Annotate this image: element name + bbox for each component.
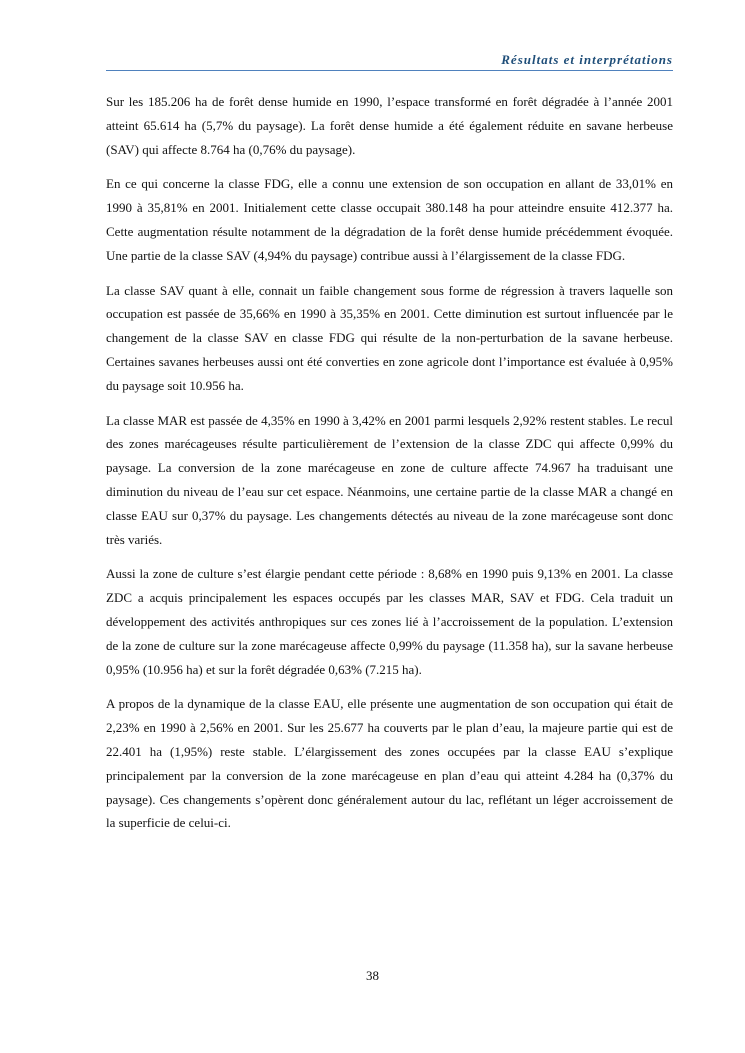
paragraph-6: A propos de la dynamique de la classe EAU, elle présente une augmentation de son occupation qui était de 2,23% en 1990 à 2,56% en 2001. Sur les 25.677 ha couverts par le plan d’eau, la majeure partie qui est de 22.401 ha (1,95%) reste stable. L’élargissement des zones occupées par la classe EAU s’explique principalement par la conversion de la zone marécageuse en plan d’eau qui atteint 4.284 ha (0,37% du paysage). Ces changements s’opèrent donc généralement autour du lac, reflétant un léger accroissement de la superficie de celui-ci. — [106, 696, 673, 831]
header-divider — [106, 70, 673, 71]
page-number: 38 — [366, 968, 379, 983]
body-text — [106, 90, 673, 846]
running-header-title: Résultats et interprétations — [501, 52, 673, 67]
paragraph-4: La classe MAR est passée de 4,35% en 1990 à 3,42% en 2001 parmi lesquels 2,92% restent stables. Le recul des zones marécageuses résulte particulièrement de l’extension de la classe ZDC qui affecte 0,99% du paysage. La conversion de la zone marécageuse en zone de culture affecte 74.967 ha traduisant une diminution du niveau de l’eau sur cet espace. Néanmoins, une certaine partie de la classe MAR a changé en classe EAU sur 0,37% du paysage. Les changements détectés au niveau de la zone marécageuse sont donc très variés. — [106, 412, 673, 547]
paragraph-3: La classe SAV quant à elle, connait un faible changement sous forme de régression à travers laquelle son occupation est passée de 35,66% en 1990 à 35,35% en 2001. Cette diminution est surtout influencée par le changement de la classe SAV en classe FDG qui résulte de la non-perturbation de la savane herbeuse. Certaines savanes herbeuses aussi ont été converties en zone agricole dont l’importance est évaluée à 0,95% du paysage soit 10.956 ha. — [106, 282, 673, 393]
paragraph-1: Sur les 185.206 ha de forêt dense humide en 1990, l’espace transformé en forêt dégradée à l’année 2001 atteint 65.614 ha (5,7% du paysage). La forêt dense humide a été également réduite en savane herbeuse (SAV) qui affecte 8.764 ha (0,76% du paysage). — [106, 94, 673, 157]
paragraph-5: Aussi la zone de culture s’est élargie pendant cette période : 8,68% en 1990 puis 9,13% en 2001. La classe ZDC a acquis principalement les espaces occupés par les classes MAR, SAV et FDG. Cela traduit un développement des activités anthropiques sur ces zones lié à l’accroissement de la population. L’extension de la zone de culture sur la zone marécageuse affecte 0,99% du paysage (11.358 ha), sur la savane herbeuse 0,95% (10.956 ha) et sur la forêt dégradée 0,63% (7.215 ha). — [106, 566, 673, 677]
paragraph-2: En ce qui concerne la classe FDG, elle a connu une extension de son occupation en allant de 33,01% en 1990 à 35,81% en 2001. Initialement cette classe occupait 380.148 ha pour atteindre ensuite 412.377 ha. Cette augmentation résulte notamment de la dégradation de la forêt dense humide précédemment évoquée. Une partie de la classe SAV (4,94% du paysage) contribue aussi à l’élargissement de la classe FDG. — [106, 176, 673, 263]
